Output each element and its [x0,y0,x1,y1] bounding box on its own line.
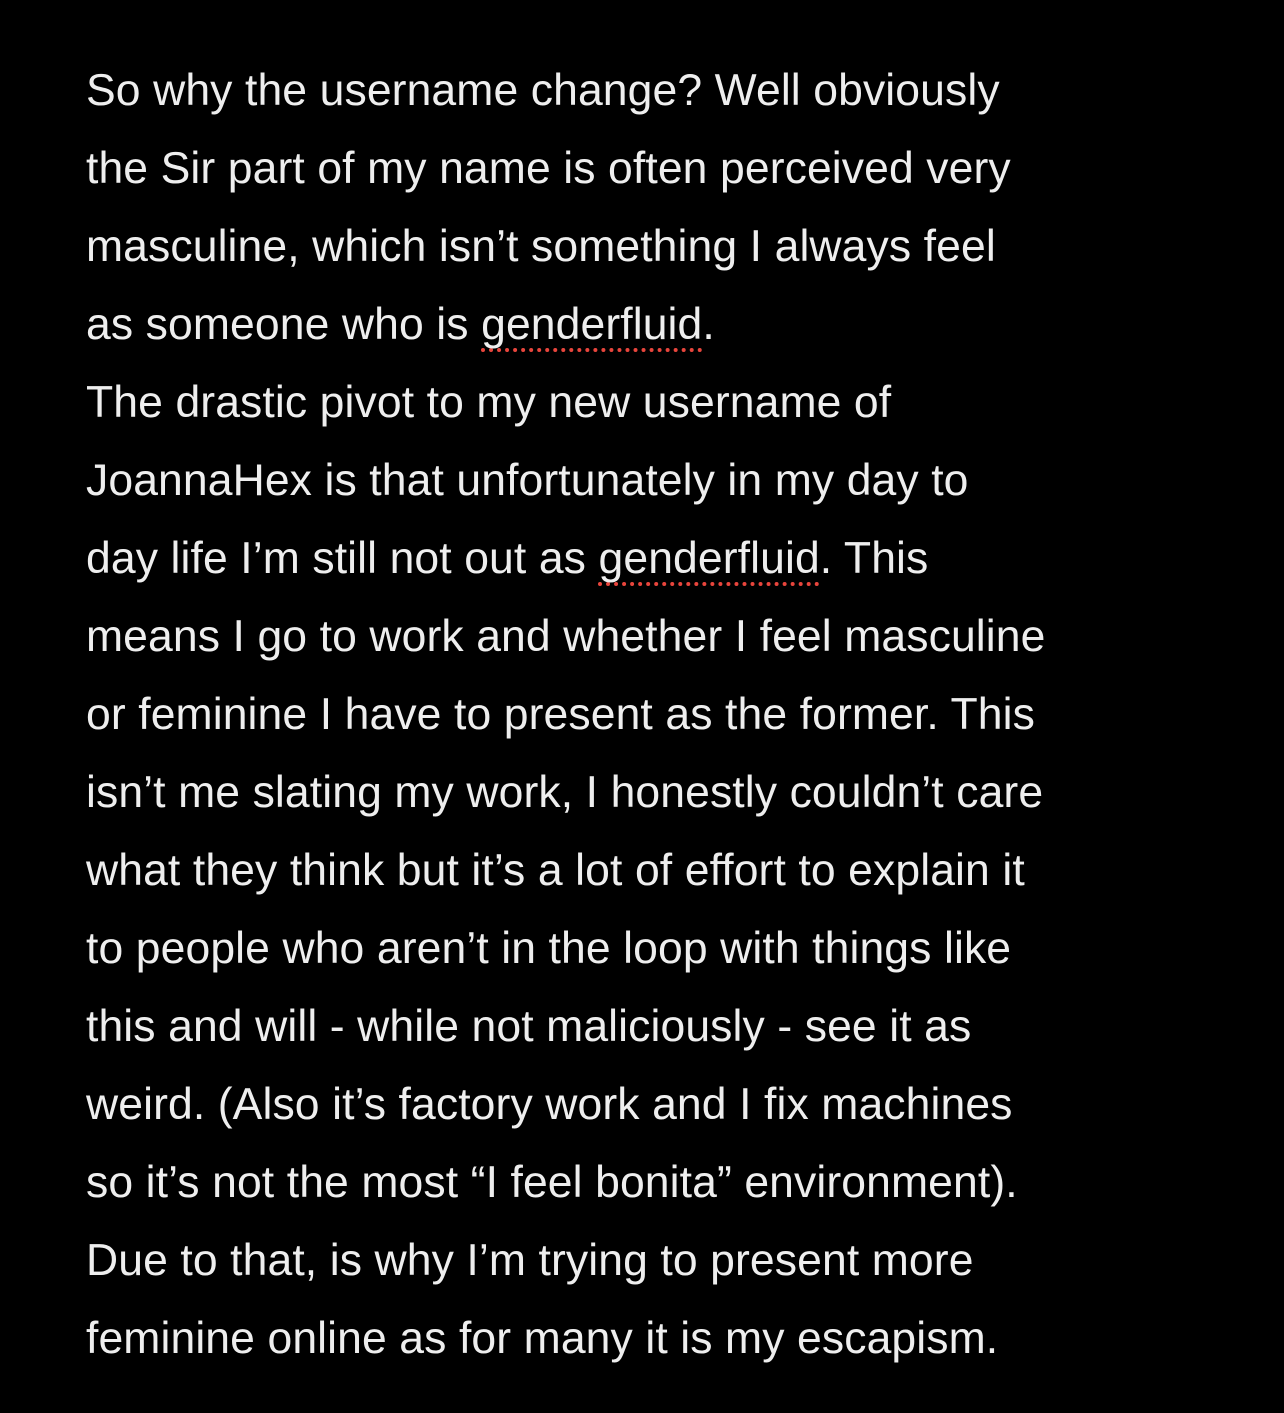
note-line-17 [86,1300,1226,1378]
text-run: Due to that, is why I’m trying to present more [86,1236,974,1285]
text-run: means I go to work and whether I feel masculine [86,612,1046,661]
note-line-9 [86,676,1226,754]
text-run: feminine online as for many it is my escapism. [86,1314,999,1363]
misspelled-word[interactable]: genderfluid [481,300,703,349]
text-run: . [702,300,715,349]
note-line-7 [86,520,1226,598]
note-line-1 [86,52,1226,130]
text-run: to people who aren’t in the loop with things like [86,924,1012,973]
text-run: masculine, which isn’t something I always feel [86,222,996,271]
note-line-5 [86,364,1226,442]
note-line-8 [86,598,1226,676]
note-line-11 [86,832,1226,910]
note-line-6 [86,442,1226,520]
note-line-13 [86,988,1226,1066]
text-run: the Sir part of my name is often perceived very [86,144,1011,193]
note-line-3 [86,208,1226,286]
text-run: . This [819,534,929,583]
note-body[interactable] [86,52,1226,1378]
text-run: weird. (Also it’s factory work and I fix machines [86,1080,1013,1129]
text-run: isn’t me slating my work, I honestly couldn’t care [86,768,1044,817]
note-line-14 [86,1066,1226,1144]
text-run: day life I’m still not out as [86,534,599,583]
note-line-12 [86,910,1226,988]
note-line-4 [86,286,1226,364]
text-run: The drastic pivot to my new username of [86,378,892,427]
misspelled-word[interactable]: genderfluid [598,534,820,583]
text-run: so it’s not the most “I feel bonita” environment). [86,1158,1018,1207]
text-run: this and will - while not maliciously - see it as [86,1002,972,1051]
note-line-2 [86,130,1226,208]
text-run: what they think but it’s a lot of effort to explain it [86,846,1025,895]
note-line-15 [86,1144,1226,1222]
text-run: So why the username change? Well obviously [86,66,1000,115]
note-line-10 [86,754,1226,832]
text-run: as someone who is [86,300,482,349]
text-run: or feminine I have to present as the former. This [86,690,1035,739]
text-run: JoannaHex is that unfortunately in my day to [86,456,969,505]
note-line-16 [86,1222,1226,1300]
